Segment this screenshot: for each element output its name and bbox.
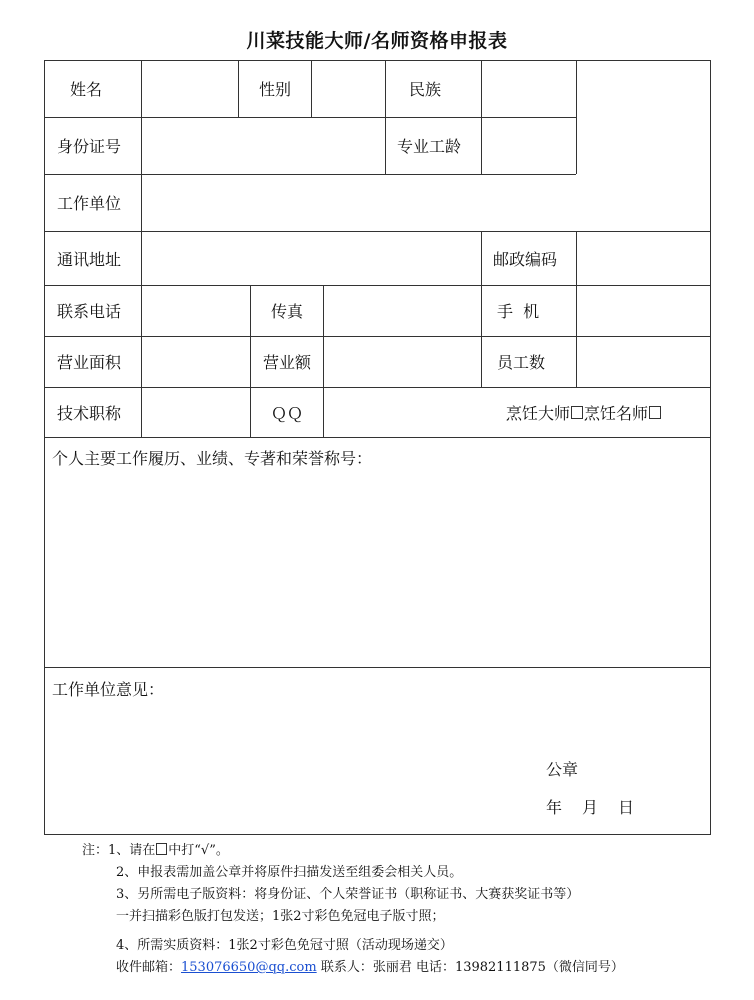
label-postcode: 邮政编码: [493, 249, 558, 269]
label-name: 姓名: [70, 80, 103, 99]
option-master-checkbox[interactable]: [571, 406, 583, 419]
revenue-field[interactable]: [324, 337, 481, 387]
business-area-field[interactable]: [142, 337, 250, 387]
note-checkbox-icon: [156, 843, 167, 855]
note-2: 2、申报表需加盖公章并将原件扫描发送至组委会相关人员。: [116, 865, 463, 880]
name-field[interactable]: [142, 61, 238, 117]
note-1: [82, 839, 229, 858]
employer-field[interactable]: [142, 175, 576, 231]
phone-field[interactable]: [142, 286, 250, 336]
label-mobile: 手 机: [497, 302, 540, 321]
work-years-field[interactable]: [482, 118, 576, 174]
label-id-number: 身份证号: [57, 137, 122, 156]
form-title: 川菜技能大师/名师资格申报表: [246, 30, 508, 52]
email-link[interactable]: 153076650@qq.com: [181, 960, 317, 975]
option-famous-label: 烹饪名师: [584, 403, 649, 423]
qq-field[interactable]: [324, 388, 481, 437]
label-staff-count: 员工数: [497, 353, 546, 372]
ethnicity-field[interactable]: [482, 61, 576, 117]
mobile-field[interactable]: [577, 286, 710, 336]
label-revenue: 营业额: [262, 353, 311, 372]
note-4: 4、所需实质资料：1张2寸彩色免冠寸照（活动现场递交）: [116, 938, 453, 953]
contact-info: 联系人：张丽君 电话：13982111875（微信同号）: [320, 960, 624, 975]
note-1-prefix: 注：1、请在: [82, 843, 156, 858]
date-day-label: 日: [618, 797, 635, 817]
option-master-label: 烹饪大师: [506, 403, 571, 423]
date-month-label: 月: [582, 797, 599, 817]
option-famous-checkbox[interactable]: [649, 406, 661, 419]
label-qq: ＱＱ: [270, 403, 303, 423]
label-employer: 工作单位: [57, 194, 122, 213]
photo-field[interactable]: [577, 61, 710, 231]
note-1-text: 中打“√”。: [168, 843, 229, 858]
date-line: [546, 795, 634, 817]
resume-field[interactable]: [45, 470, 710, 666]
note-contact-line: [116, 956, 624, 975]
tech-title-field[interactable]: [142, 388, 250, 437]
fax-field[interactable]: [324, 286, 481, 336]
postcode-field[interactable]: [577, 232, 710, 285]
label-tech-title: 技术职称: [57, 403, 122, 423]
label-gender: 性别: [259, 80, 292, 99]
label-work-years: 专业工龄: [397, 137, 462, 156]
gender-field[interactable]: [312, 61, 385, 117]
email-label: 收件邮箱：: [116, 960, 182, 975]
seal-label: 公章: [546, 759, 579, 779]
label-address: 通讯地址: [57, 249, 122, 269]
label-phone: 联系电话: [57, 302, 122, 321]
employer-opinion-field[interactable]: [45, 702, 710, 752]
note-3b: 一并扫描彩色版打包发送；1张2寸彩色免冠电子版寸照；: [116, 909, 445, 924]
note-3: 3、另所需电子版资料：将身份证、个人荣誉证书（职称证书、大赛获奖证书等）: [116, 887, 580, 902]
address-field[interactable]: [142, 232, 481, 285]
title-options: [506, 387, 662, 437]
label-fax: 传真: [270, 302, 303, 321]
label-employer-opinion: 工作单位意见：: [52, 679, 165, 699]
id-number-field[interactable]: [142, 118, 385, 174]
label-business-area: 营业面积: [57, 353, 122, 372]
staff-count-field[interactable]: [577, 337, 710, 387]
date-year-label: 年: [546, 797, 563, 817]
label-ethnicity: 民族: [409, 80, 442, 99]
label-resume: 个人主要工作履历、业绩、专著和荣誉称号：: [52, 448, 373, 468]
